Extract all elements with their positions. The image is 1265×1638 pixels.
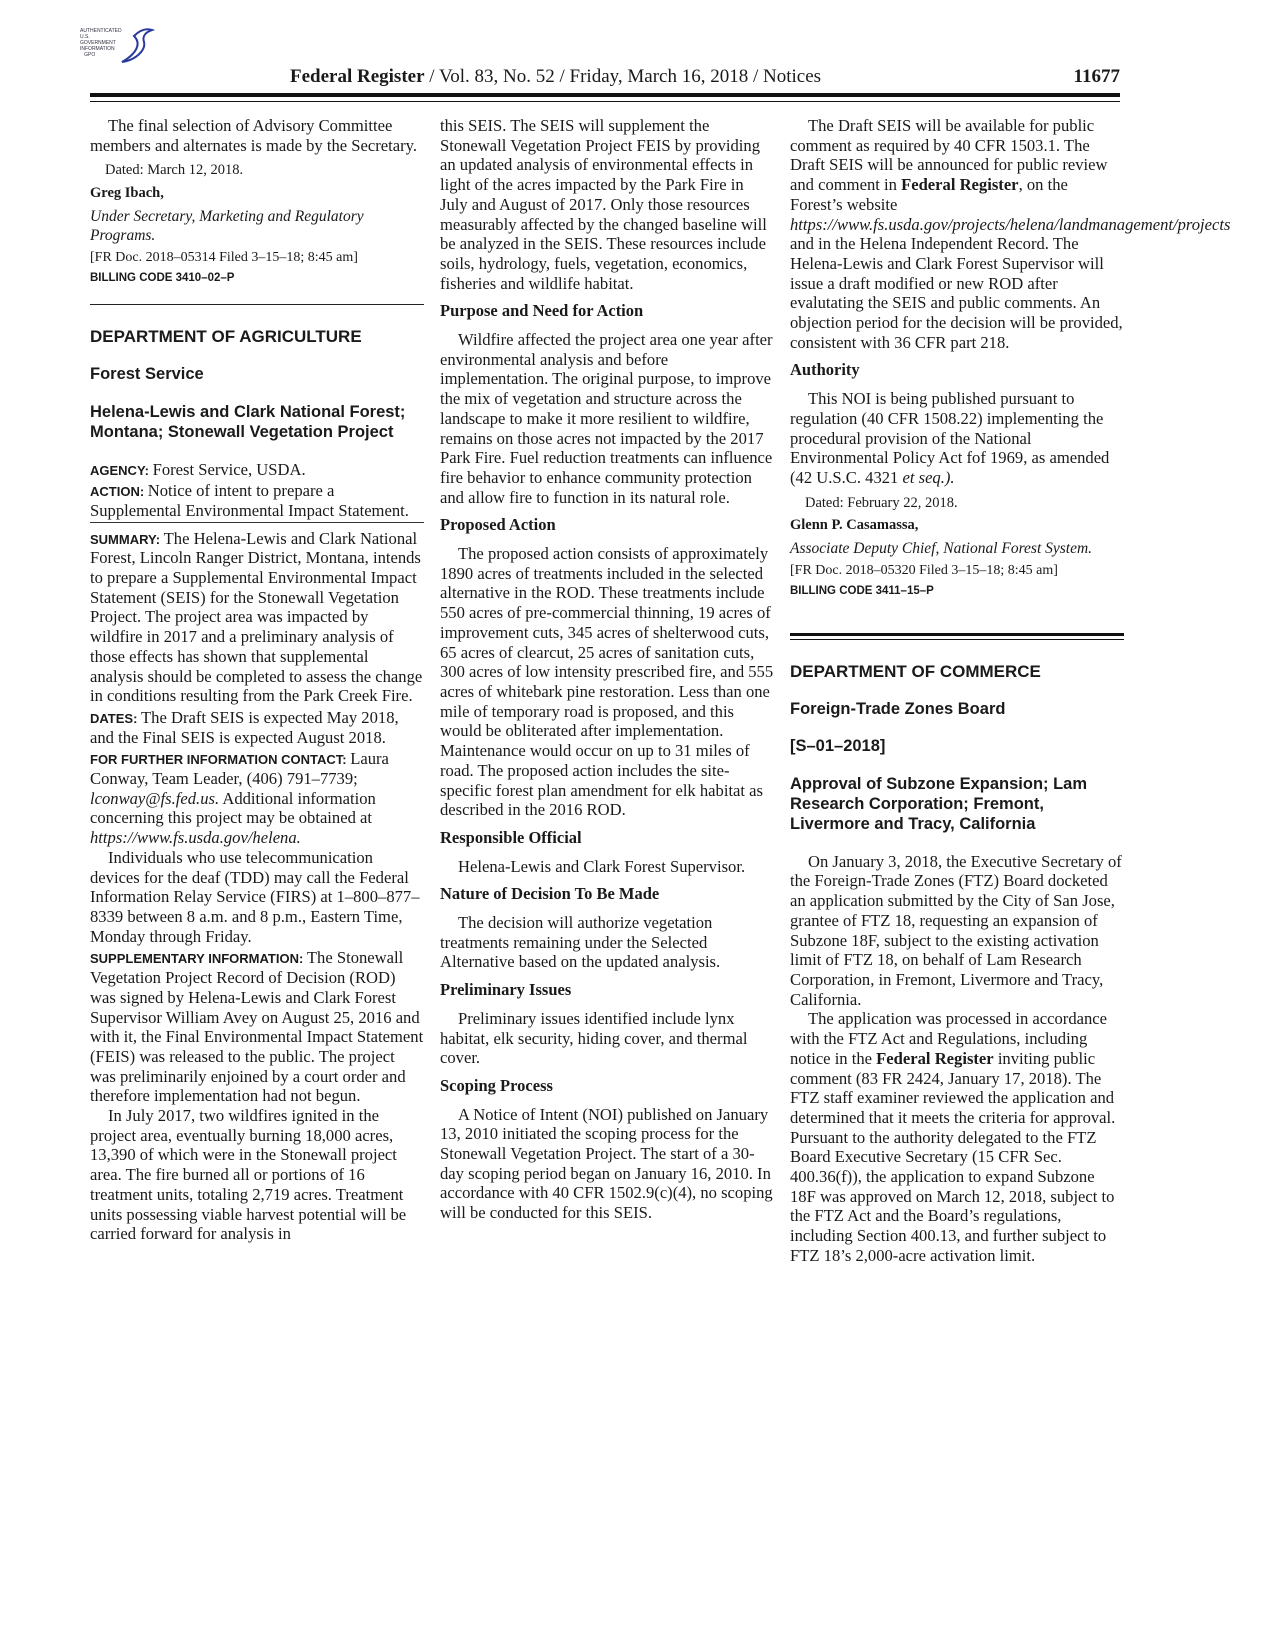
- text: Preliminary Issues: [440, 980, 572, 1000]
- column-3: [790, 116, 1231, 1266]
- text: Dated: March 12, 2018.: [105, 162, 244, 179]
- bold-text: Federal Register: [876, 1048, 994, 1068]
- text: Glenn P. Casamassa,: [790, 517, 919, 534]
- text: Authority: [790, 360, 860, 380]
- text: this SEIS. The SEIS will supplement the Stonewall Vegetation Project FEIS by providing an updated analysis of environmental effects in light of the acres impacted by the Park Fire in July and August of 2017. Only those resources measurably affected by the changed baseline will be analyzed in the SEIS. These resources include soils, hydrology, fuels, vegetation, economics, fisheries and wildlife habitat.: [440, 116, 767, 293]
- document-title: [790, 774, 1124, 834]
- labeled-paragraph: [90, 460, 424, 480]
- italic-text: https://www.fs.usda.gov/projects/helena/landmanagement/projects: [790, 214, 1231, 234]
- paragraph: [440, 330, 774, 507]
- labeled-paragraph: [90, 529, 424, 706]
- paragraph: [90, 848, 424, 947]
- paragraph: [790, 389, 1124, 488]
- fr-doc-line: [790, 561, 1124, 581]
- paragraph: [790, 116, 1231, 352]
- text: , on the Forest’s website: [790, 175, 1068, 214]
- section-divider-double: [790, 633, 1124, 640]
- column-2: [440, 116, 774, 1223]
- subsection-heading: [440, 301, 774, 321]
- signer-name: [90, 184, 424, 204]
- column-1: [90, 116, 424, 1244]
- document-title: [90, 402, 424, 442]
- text: Proposed Action: [440, 515, 556, 535]
- signer-title: [90, 207, 424, 245]
- italic-text: lconway@fs.fed.us.: [90, 788, 220, 808]
- billing-code: [790, 585, 1124, 597]
- bold-text: Federal Register: [901, 175, 1019, 195]
- paragraph-continued: [440, 116, 774, 293]
- labeled-paragraph: [90, 948, 424, 1106]
- page-number: 11677: [1073, 66, 1120, 87]
- paragraph: [440, 857, 774, 877]
- text: Notice of intent to prepare a Supplemental Environmental Impact Statement.: [90, 481, 409, 520]
- field-label: AGENCY:: [90, 462, 153, 478]
- issue-info: / Vol. 83, No. 52 / Friday, March 16, 2018 / Notices: [424, 66, 822, 87]
- signer-name: [790, 516, 1124, 536]
- text: Associate Deputy Chief, National Forest System.: [790, 540, 1093, 558]
- text: Wildfire affected the project area one year after environmental analysis and before implementation. The original purpose, to improve the mix of vegetation and structure across the landscape to make it more resilient to wildfire, remains on those acres not impacted by the 2017 Park Fire. Fuel reduction treatments can influence fire behavior to enhance community protection and allow fire to function in its natural role.: [440, 330, 773, 507]
- labeled-paragraph: [90, 749, 424, 848]
- text: [FR Doc. 2018–05320 Filed 3–15–18; 8:45 am]: [790, 563, 1058, 579]
- text: Nature of Decision To Be Made: [440, 884, 660, 904]
- text: The final selection of Advisory Committee members and alternates is made by the Secretary.: [90, 116, 417, 155]
- subsection-heading: [440, 1076, 774, 1096]
- labeled-paragraph: [90, 481, 424, 520]
- running-head: [290, 66, 821, 88]
- department-heading: [90, 327, 424, 347]
- paragraph: [790, 1009, 1124, 1265]
- billing-code: [90, 272, 424, 284]
- text: [S–01–2018]: [790, 736, 886, 755]
- text: The proposed action consists of approximately 1890 acres of treatments included in the selected alternative in the ROD. These treatments include 550 acres of pre-commercial thinning, 19 acres of improvement cuts, 345 acres of shelterwood cuts, 65 acres of clearcut, 25 acres of sanitation cuts, 300 acres of low intensity prescribed fire, and 555 acres of whitebark pine restoration. Less than one mile of temporary road is proposed, and this would be obliterated after implementation. Maintenance would occur on up to 31 miles of road. The proposed action includes the site-specific forest plan amendment for elk habitat as described in the 2016 ROD.: [440, 544, 774, 820]
- text: Foreign-Trade Zones Board: [790, 699, 1006, 718]
- fr-doc-line: [90, 248, 424, 268]
- section-divider: [90, 304, 424, 305]
- paragraph: [440, 913, 774, 972]
- field-label: SUMMARY:: [90, 531, 164, 547]
- text: BILLING CODE 3411–15–P: [790, 584, 934, 597]
- italic-text: https://www.fs.usda.gov/helena.: [90, 828, 301, 848]
- text: Additional information concerning this project may be obtained at: [90, 788, 376, 828]
- field-label: FOR FURTHER INFORMATION CONTACT:: [90, 752, 351, 768]
- text: inviting public comment (83 FR 2424, January 17, 2018). The FTZ staff examiner reviewed the application and determined that it meets the criteria for approval. Pursuant to the authority delegated to the FTZ Board Executive Secretary (15 CFR Sec. 400.36(f)), the application to expand Subzone 18F was approved on March 12, 2018, subject to the FTZ Act and the Board’s regulations, including Section 400.13, and further subject to FTZ 18’s 2,000-acre activation limit.: [790, 1048, 1116, 1265]
- text: The application was processed in accordance with the FTZ Act and Regulations, including notice in the: [790, 1009, 1108, 1068]
- header-rule-thin: [90, 101, 1120, 102]
- gpo-authentication-logo: [80, 22, 170, 68]
- text: The Draft SEIS will be available for public comment as required by 40 CFR 1503.1. The Draft SEIS will be announced for public review and comment in: [790, 116, 1108, 195]
- text: Scoping Process: [440, 1075, 553, 1095]
- department-heading: [790, 662, 1124, 682]
- subsection-heading: [440, 515, 774, 535]
- text: DEPARTMENT OF COMMERCE: [790, 661, 1041, 681]
- subsection-heading: [440, 884, 774, 904]
- text: In July 2017, two wildfires ignited in the project area, eventually burning 18,000 acres, 13,390 of which were in the Stonewall project area. The fire burned all or portions of 16 treatment units, totaling 2,719 acres. Treatment units possessing viable harvest potential will be carried forward for analysis in: [90, 1106, 407, 1244]
- paragraph: [440, 1009, 774, 1068]
- text: Greg Ibach,: [90, 185, 164, 202]
- labeled-paragraph: [90, 708, 424, 747]
- text: The Stonewall Vegetation Project Record of Decision (ROD) was signed by Helena-Lewis and Clark Forest Supervisor William Avey on August 25, 2016 and with it, the Final Environmental Impact Statement (FEIS) was released to the public. The project was preliminarily enjoined by a court order and therefore implementation had not begun.: [90, 948, 424, 1106]
- text: Purpose and Need for Action: [440, 301, 644, 321]
- subsection-heading: [790, 360, 1124, 380]
- text: On January 3, 2018, the Executive Secretary of the Foreign-Trade Zones (FTZ) Board docketed an application submitted by the City of San Jose, grantee of FTZ 18, requesting an expansion of Subzone 18F, subject to the existing activation limit of FTZ 18, on behalf of Lam Research Corporation, in Fremont, Livermore and Tracy, California.: [790, 851, 1122, 1009]
- text: Helena-Lewis and Clark Forest Supervisor.: [458, 856, 746, 876]
- dated-line: [105, 161, 424, 181]
- text: and in the Helena Independent Record. The Helena-Lewis and Clark Forest Supervisor will issue a draft modified or new ROD after evalutating the SEIS and public comments. An objection period for the decision will be provided, consistent with 36 CFR part 218.: [790, 234, 1123, 352]
- dated-line: [805, 494, 1124, 514]
- italic-text: et seq.).: [902, 467, 955, 487]
- text: The decision will authorize vegetation treatments remaining under the Selected Alternative based on the updated analysis.: [440, 913, 721, 972]
- text: Individuals who use telecommunication devices for the deaf (TDD) may call the Federal Information Relay Service (FIRS) at 1–800–877–8339 between 8 a.m. and 8 p.m., Eastern Time, Monday through Friday.: [90, 847, 420, 946]
- text: BILLING CODE 3410–02–P: [90, 271, 235, 284]
- agency-heading: [790, 737, 1124, 756]
- agency-heading: [790, 700, 1124, 719]
- subsection-heading: [440, 828, 774, 848]
- text: Helena-Lewis and Clark National Forest; Montana; Stonewall Vegetation Project: [90, 402, 406, 441]
- logo-text: AUTHENTICATED U.S. GOVERNMENT INFORMATION GPO: [80, 28, 122, 58]
- text: Laura Conway, Team Leader, (406) 791–7739;: [90, 749, 389, 789]
- header-rule-thick: [90, 93, 1120, 97]
- subsection-heading: [440, 980, 774, 1000]
- paragraph: [790, 852, 1124, 1010]
- text: A Notice of Intent (NOI) published on January 13, 2010 initiated the scoping process for the Stonewall Vegetation Project. The start of a 30-day scoping period began on January 16, 2010. In accordance with 40 CFR 1502.9(c)(4), no scoping will be conducted for this SEIS.: [440, 1104, 773, 1223]
- text: Approval of Subzone Expansion; Lam Research Corporation; Fremont, Livermore and Tracy, California: [790, 774, 1088, 833]
- text: This NOI is being published pursuant to regulation (40 CFR 1508.22) implementing the procedural provision of the National Environmental Policy Act fof 1969, as amended (42 U.S.C. 4321: [790, 389, 1110, 487]
- publication-name: Federal Register: [290, 66, 425, 87]
- text: Dated: February 22, 2018.: [805, 494, 958, 511]
- text: The Helena-Lewis and Clark National Forest, Lincoln Ranger District, Montana, intends to prepare a Supplemental Environmental Impact Statement (SEIS) for the Stonewall Vegetation Project. The project area was impacted by wildfire in 2017 and a preliminary analysis of those effects has shown that supplemental analysis should be completed to assess the change in conditions resulting from the Park Creek Fire.: [90, 528, 423, 706]
- page-header: [90, 66, 1120, 90]
- paragraph: [440, 1105, 774, 1223]
- text: Forest Service: [90, 364, 204, 383]
- text: Forest Service, USDA.: [152, 459, 306, 479]
- text: Under Secretary, Marketing and Regulatory Programs.: [90, 207, 364, 244]
- text: Responsible Official: [440, 827, 582, 847]
- text: The Draft SEIS is expected May 2018, and the Final SEIS is expected August 2018.: [90, 707, 399, 747]
- divider: [90, 522, 424, 523]
- field-label: ACTION:: [90, 484, 148, 500]
- text: DEPARTMENT OF AGRICULTURE: [90, 326, 362, 346]
- field-label: SUPPLEMENTARY INFORMATION:: [90, 951, 307, 967]
- signer-title: [790, 539, 1124, 558]
- field-label: DATES:: [90, 710, 142, 726]
- text: Preliminary issues identified include lynx habitat, elk security, hiding cover, and thermal cover.: [440, 1008, 748, 1068]
- eagle-icon: [116, 22, 156, 66]
- agency-heading: [90, 365, 424, 384]
- paragraph: [90, 1106, 424, 1244]
- paragraph: [90, 116, 424, 155]
- paragraph: [440, 544, 774, 820]
- text: [FR Doc. 2018–05314 Filed 3–15–18; 8:45 am]: [90, 249, 358, 265]
